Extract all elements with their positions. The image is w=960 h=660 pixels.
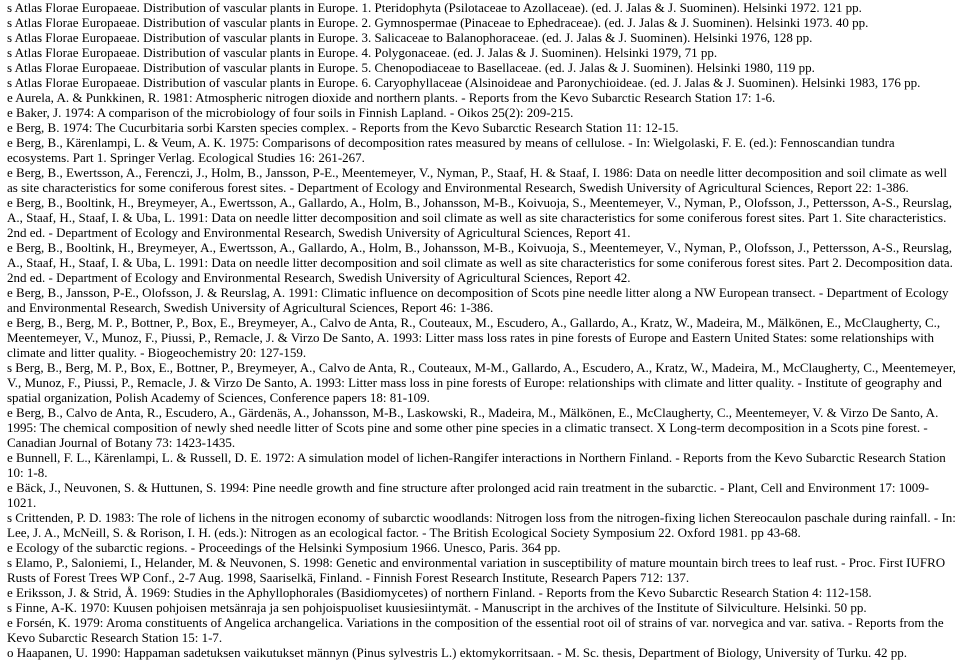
reference-entry: e Berg, B., Ewertsson, A., Ferenczi, J., Holm, B., Jansson, P-E., Meentemeyer, V., Nyman, P., Staaf, H. & Staaf, I. 1986: Data on needle litter decomposition and soil climate as well as site characteristics for some coniferous forest sites. - Department of Ecology and Environmental Research, Swedish University of Agricultural Sciences, Report 22: 1-386. [7,165,948,195]
reference-entry: s Crittenden, P. D. 1983: The role of lichens in the nitrogen economy of subarctic woodlands: Nitrogen loss from the nitrogen-fixing lichen Stereocaulon paschale during rainfall. - In: Lee, J. A., McNeill, S. & Rorison, I. H. (eds.): Nitrogen as an ecological factor. - The British Ecological Society Symposium 22. Oxford 1981. pp 43-68. [7,510,956,540]
reference-entry: e Bunnell, F. L., Kärenlampi, L. & Russell, D. E. 1972: A simulation model of lichen-Rangifer interactions in Northern Finland. - Reports from the Kevo Subarctic Research Station 10: 1-8. [7,450,946,480]
reference-entry: s Finne, A-K. 1970: Kuusen pohjoisen metsänraja ja sen pohjoispuoliset kuusiesiintymät. - Manuscript in the archives of the Institute of Silviculture. Helsinki. 50 pp. [7,600,867,615]
reference-entry: s Atlas Florae Europaeae. Distribution of vascular plants in Europe. 5. Chenopodiaceae to Basellaceae. (ed. J. Jalas & J. Suominen). Helsinki 1980, 119 pp. [7,60,815,75]
reference-entry: e Forsén, K. 1979: Aroma constituents of Angelica archangelica. Variations in the composition of the essential root oil of strains of var. norvegica and var. sativa. - Reports from the Kevo Subarctic Research Station 15: 1-7. [7,615,944,645]
reference-entry: e Berg, B., Calvo de Anta, R., Escudero, A., Gärdenäs, A., Johansson, M-B., Laskowski, R., Madeira, M., Mälkönen, E., McClaugherty, C., Meentemeyer, V. & Virzo De Santo, A. 1995: The chemical composition of newly shed needle litter of Scots pine and some other pine species in a climatic transect. X Long-term decomposition in a Scots pine forest. - Canadian Journal of Botany 73: 1423-1435. [7,405,939,450]
reference-entry: e Berg, B., Booltink, H., Breymeyer, A., Ewertsson, A., Gallardo, A., Holm, B., Johansson, M-B., Koivuoja, S., Meentemeyer, V., Nyman, P., Olofsson, J., Pettersson, A-S., Reurslag, A., Staaf, H., Staaf, I. & Uba, L. 1991: Data on needle litter decomposition and soil climate as well as site characteristics for some coniferous forest sites. Part 2. Decomposition data. 2nd ed. - Department of Ecology and Environmental Research, Swedish University of Agricultural Sciences, Report 42. [7,240,953,285]
reference-entry: o Haapanen, U. 1990: Happaman sadetuksen vaikutukset männyn (Pinus sylvestris L.) ektomykorritsaan. - M. Sc. thesis, Department of Biology, University of Turku. 42 pp. [7,645,908,660]
reference-entry: e Ecology of the subarctic regions. - Proceedings of the Helsinki Symposium 1966. Unesco, Paris. 364 pp. [7,540,561,555]
reference-entry: s Atlas Florae Europaeae. Distribution of vascular plants in Europe. 3. Salicaceae to Balanophoraceae. (ed. J. Jalas & J. Suominen). Helsinki 1976, 128 pp. [7,30,813,45]
reference-entry: s Atlas Florae Europaeae. Distribution of vascular plants in Europe. 2. Gymnospermae (Pinaceae to Ephedraceae). (ed. J. Jalas & J. Suominen). Helsinki 1973. 40 pp. [7,15,869,30]
reference-entry: e Eriksson, J. & Strid, Å. 1969: Studies in the Aphyllophorales (Basidiomycetes) of northern Finland. - Reports from the Kevo Subarctic Research Station 4: 112-158. [7,585,872,600]
reference-entry: s Elamo, P., Saloniemi, I., Helander, M. & Neuvonen, S. 1998: Genetic and environmental variation in susceptibility of mature mountain birch trees to leaf rust. - Proc. First IUFRO Rusts of Forest Trees WP Conf., 2-7 Aug. 1998, Saariselkä, Finland. - Finnish Forest Research Institute, Research Papers 712: 137. [7,555,946,585]
reference-entry: e Bäck, J., Neuvonen, S. & Huttunen, S. 1994: Pine needle growth and fine structure after prolonged acid rain treatment in the subarctic. - Plant, Cell and Environment 17: 1009-1021. [7,480,930,510]
reference-entry: e Berg, B., Jansson, P-E., Olofsson, J. & Reurslag, A. 1991: Climatic influence on decomposition of Scots pine needle litter along a NW European transect. - Department of Ecology and Environmental Research, Swedish University of Agricultural Sciences, Report 46: 1-386. [7,285,949,315]
reference-entry: s Berg, B., Berg, M. P., Box, E., Bottner, P., Breymeyer, A., Calvo de Anta, R., Couteaux, M-M., Gallardo, A., Escudero, A., Kratz, W., Madeira, M., McClaugherty, C., Meentemeyer, V., Munoz, F., Piussi, P., Remacle, J. & Virzo De Santo, A. 1993: Litter mass loss in pine forests of Europe: relationships with climate and litter quality. - Institute of geography and spatial organization, Polish Academy of Sciences, Conference papers 18: 81-109. [7,360,956,405]
reference-entry: s Atlas Florae Europaeae. Distribution of vascular plants in Europe. 6. Caryophyllaceae (Alsinoideae and Paronychioideae. (ed. J. Jalas & J. Suominen). Helsinki 1983, 176 pp. [7,75,921,90]
reference-entry: e Berg, B., Kärenlampi, L. & Veum, A. K. 1975: Comparisons of decomposition rates measured by means of cellulose. - In: Wielgolaski, F. E. (ed.): Fennoscandian tundra ecosystems. Part 1. Springer Verlag. Ecological Studies 16: 261-267. [7,135,895,165]
reference-entry: e Berg, B. 1974: The Cucurbitaria sorbi Karsten species complex. - Reports from the Kevo Subarctic Research Station 11: 12-15. [7,120,679,135]
reference-entry: e Berg, B., Booltink, H., Breymeyer, A., Ewertsson, A., Gallardo, A., Holm, B., Johansson, M-B., Koivuoja, S., Meentemeyer, V., Nyman, P., Olofsson, J., Pettersson, A-S., Reurslag, A., Staaf, H., Staaf, I. & Uba, L. 1991: Data on needle litter decomposition and soil climate as well as site characteristics for some coniferous forest sites. Part 1. Site characteristics. 2nd ed. - Department of Ecology and Environmental Research, Swedish University of Agricultural Sciences, Report 41. [7,195,953,240]
reference-entry: e Berg, B., Berg, M. P., Bottner, P., Box, E., Breymeyer, A., Calvo de Anta, R., Couteaux, M., Escudero, A., Gallardo, A., Kratz, W., Madeira, M., Mälkönen, E., McClaugherty, C., Meentemeyer, V., Munoz, F., Piussi, P., Remacle, J. & Virzo De Santo, A. 1993: Litter mass loss rates in pine forests of Europe and Eastern United States: some relationships with climate and litter quality. - Biogeochemistry 20: 127-159. [7,315,941,360]
reference-entry: s Atlas Florae Europaeae. Distribution of vascular plants in Europe. 4. Polygonaceae. (ed. J. Jalas & J. Suominen). Helsinki 1979, 71 pp. [7,45,718,60]
reference-entry: e Baker, J. 1974: A comparison of the microbiology of four soils in Finnish Lapland. - Oikos 25(2): 209-215. [7,105,574,120]
reference-entry: s Atlas Florae Europaeae. Distribution of vascular plants in Europe. 1. Pteridophyta (Psilotaceae to Azollaceae). (ed. J. Jalas & J. Suominen). Helsinki 1972. 121 pp. [7,0,862,15]
reference-entry: e Aurela, A. & Punkkinen, R. 1981: Atmospheric nitrogen dioxide and northern plants. - Reports from the Kevo Subarctic Research Station 17: 1-6. [7,90,776,105]
